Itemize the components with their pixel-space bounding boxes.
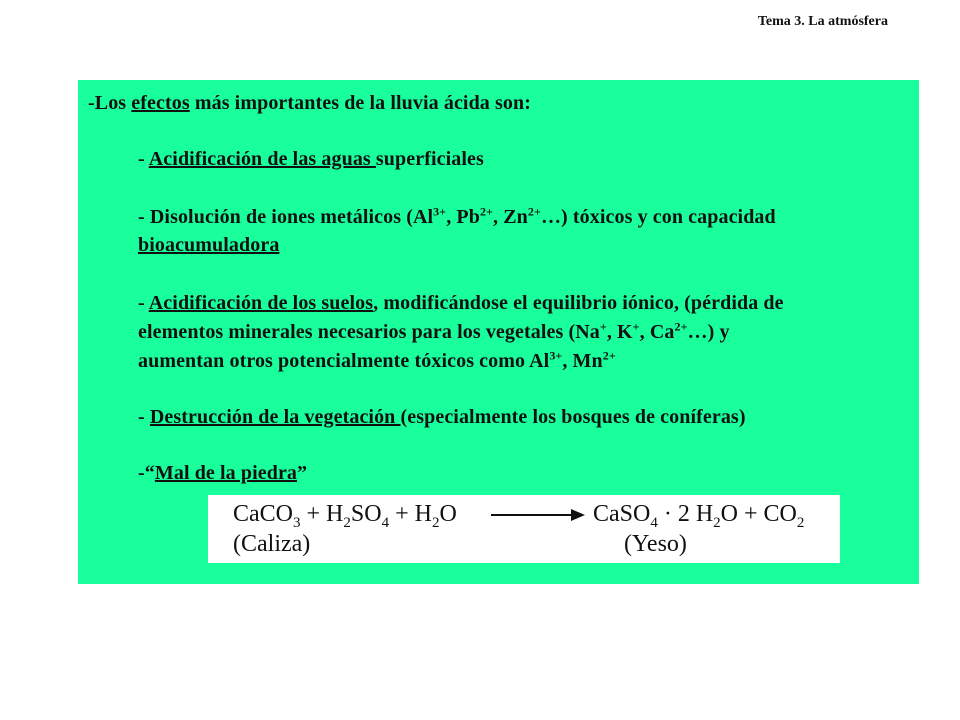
- item2-dash: -: [138, 206, 150, 228]
- item-suelos-line3: [138, 350, 616, 373]
- item3-line3-a: aumentan otros potencialmente tóxicos como Al: [138, 350, 550, 372]
- item3-line3-b: , Mn: [562, 350, 603, 372]
- eq-p1-sub: 4: [650, 514, 658, 531]
- eq-plus1: + H: [300, 501, 344, 527]
- header-title: Tema 3. La atmósfera: [757, 14, 888, 29]
- intro-prefix: -Los: [88, 92, 132, 114]
- item3-line2-b: , K: [606, 321, 633, 343]
- item4-rest: (especialmente los bosques de coníferas): [400, 406, 746, 428]
- item1-rest: superficiales: [375, 148, 484, 170]
- label-caliza: (Caliza): [233, 531, 311, 557]
- item3-sup-a: +: [599, 319, 607, 334]
- eq-r3: O: [439, 501, 457, 527]
- eq-p1-dot: · 2 H: [657, 501, 714, 527]
- item1-dash: -: [138, 148, 149, 170]
- item-suelos-line1: [138, 292, 784, 315]
- item1-underlined: Acidificación de las aguas: [148, 148, 376, 170]
- eq-p2-sub: 2: [713, 514, 721, 531]
- intro-rest: más importantes de la lluvia ácida son:: [189, 92, 531, 114]
- item3-line2-d: …) y: [687, 321, 730, 343]
- eq-plus2: + H: [389, 501, 432, 527]
- item3-line2-a: elementos minerales necesarios para los vegetales (Na: [138, 321, 600, 343]
- eq-p3-sub: 2: [796, 514, 805, 531]
- item3-line1-rest: , modificándose el equilibrio iónico, (pérdida de: [373, 292, 784, 314]
- item2-sup-c: 2+: [527, 204, 541, 219]
- item-vegetacion: [138, 406, 746, 429]
- equation-reactants: [233, 501, 457, 531]
- item4-dash: -: [138, 406, 150, 428]
- eq-p1: CaSO: [593, 501, 651, 527]
- item-iones-line2: bioacumuladora: [138, 234, 280, 256]
- item3-dash: -: [138, 292, 149, 314]
- item3-sup-c: 2+: [674, 319, 688, 334]
- eq-r1: CaCO: [233, 501, 293, 527]
- intro-line: [88, 92, 531, 115]
- equation-products: [593, 501, 805, 531]
- eq-r1-sub: 3: [293, 514, 301, 531]
- eq-r2-sub2: 4: [381, 514, 390, 531]
- item2-text-a: Disolución de iones metálicos (Al: [149, 206, 434, 228]
- eq-r2-sub1: 2: [343, 514, 351, 531]
- equation-box: [208, 495, 840, 563]
- item-mal-piedra: [138, 462, 307, 485]
- eq-r3-sub: 2: [431, 514, 440, 531]
- eq-r2: SO: [350, 501, 382, 527]
- item2-sup-a: 3+: [433, 204, 447, 219]
- item3-line2-c: , Ca: [639, 321, 675, 343]
- item3-sup-e: 2+: [602, 348, 616, 363]
- item4-underlined: Destrucción de la vegetación: [149, 406, 401, 428]
- item5-dash: -“: [138, 462, 155, 484]
- item5-close: ”: [297, 462, 308, 484]
- item3-underlined: Acidificación de los suelos: [148, 292, 374, 314]
- item-iones-line1: [138, 206, 776, 229]
- intro-underlined: efectos: [131, 92, 190, 114]
- item3-sup-b: +: [632, 319, 640, 334]
- reaction-arrow-icon: [491, 508, 585, 522]
- item2-text-d: …) tóxicos y con capacidad: [540, 206, 776, 228]
- item-suelos-line2: [138, 321, 730, 344]
- item2-text-c: , Zn: [493, 206, 528, 228]
- eq-p2: O + CO: [720, 501, 797, 527]
- item2-sup-b: 2+: [479, 204, 494, 219]
- label-yeso: (Yeso): [624, 531, 687, 557]
- item5-underlined: Mal de la piedra: [154, 462, 298, 484]
- item3-sup-d: 3+: [549, 348, 563, 363]
- item2-text-b: , Pb: [446, 206, 480, 228]
- item-aguas: [138, 148, 484, 171]
